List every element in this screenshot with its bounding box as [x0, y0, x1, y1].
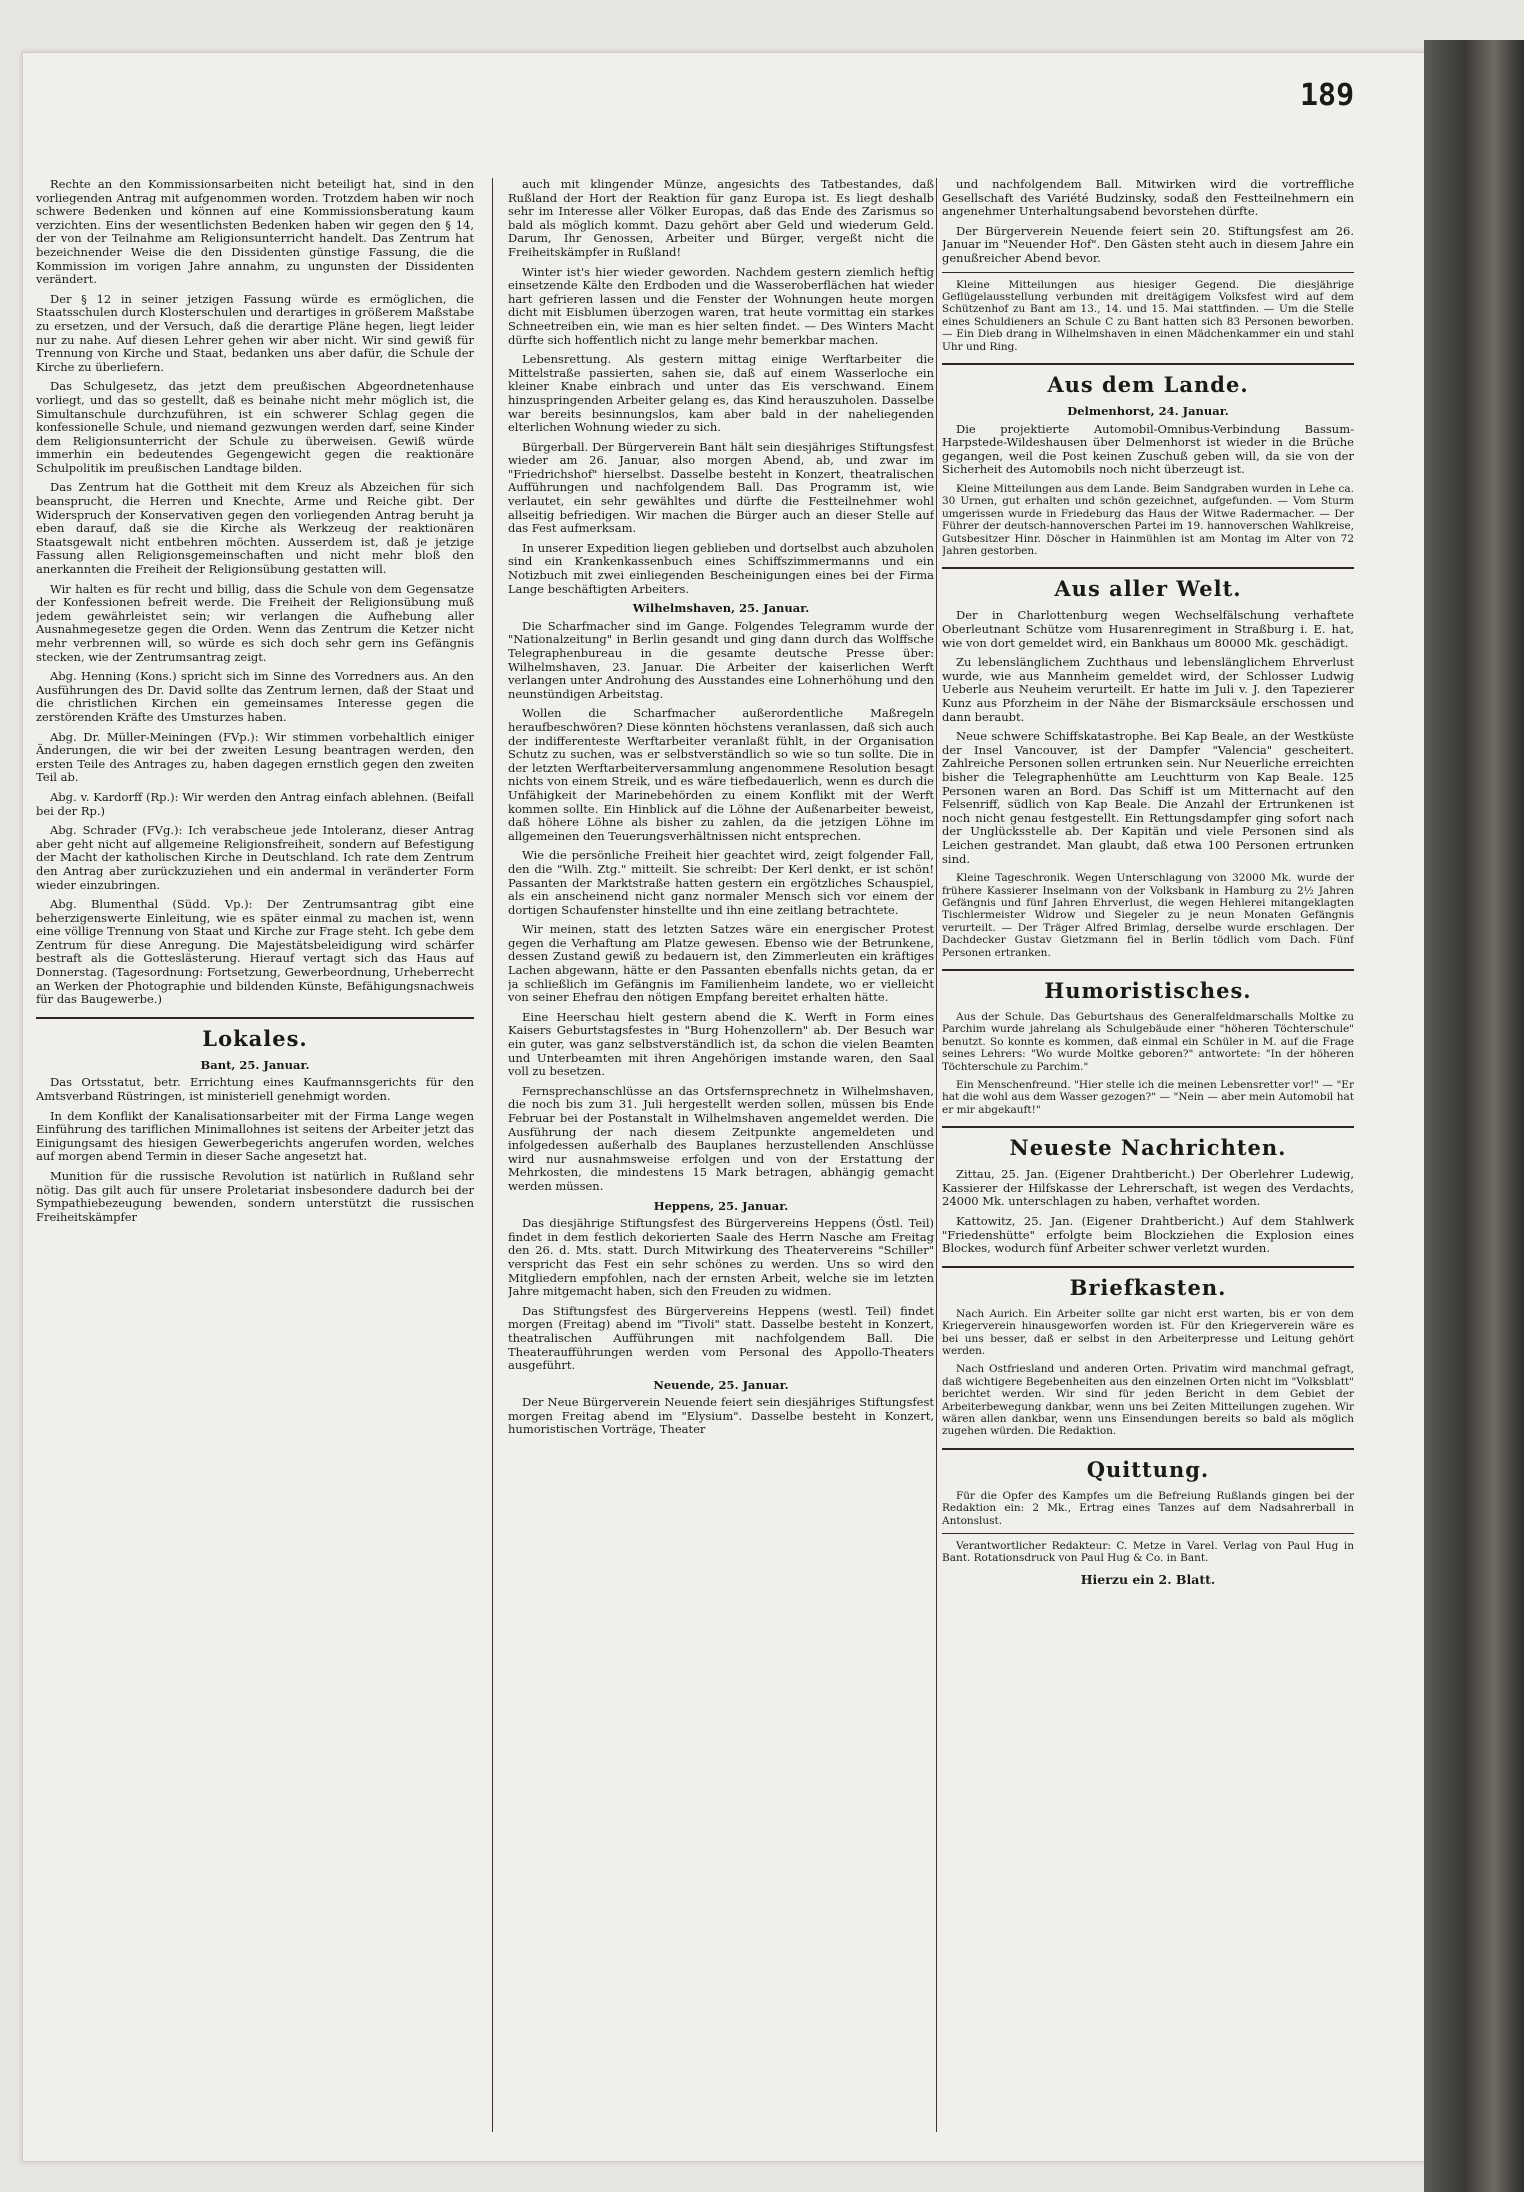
article-paragraph: Eine Heerschau hielt gestern abend die K. Werft in Form eines Kaisers Geburtstagsfestes in "Burg Hohenzollern" ab. Der Besuch war ein guter, was ganz selbstverständlich ist, da schon die vielen Beamten und Unterbeamten mit ihren Angehörigen imstande waren, den Saal voll zu besetzen.: [508, 1009, 934, 1079]
article-paragraph: Das diesjährige Stiftungsfest des Bürgervereins Heppens (Östl. Teil) findet in dem festlich dekorierten Saale des Herrn Nasche am Freitag den 26. d. Mts. statt. Durch Mitwirkung des Theatervereins "Schiller" verspricht das Fest ein sehr schönes zu werden. Uns so wird den Mitgliedern empfohlen, nach der ernsten Arbeit, welche sie im letzten Jahre mitgemacht haben, sich den Freuden zu widmen.: [508, 1216, 934, 1299]
imprint: Verantwortlicher Redakteur: C. Metze in Varel. Verlag von Paul Hug in Bant. Rotationsdruck von Paul Hug & Co. in Bant.: [942, 1540, 1354, 1565]
article-paragraph: Die Scharfmacher sind im Gange. Folgendes Telegramm wurde der "Nationalzeitung" in Berlin gesandt und ging dann durch das Wolffsche Telegraphenbureau in die gesamte deutsche Presse über: Wilhelmshaven, 23. Januar. Die Arbeiter der kaiserlichen Werft verlangen unter Androhung des Ausstandes eine Lohnerhöhung und den neunstündigen Arbeitstag.: [508, 618, 934, 701]
book-binding: [1424, 40, 1524, 2192]
column-3: [942, 178, 1354, 2132]
article-paragraph: Bürgerball. Der Bürgerverein Bant hält sein diesjähriges Stiftungsfest wieder am 26. Januar, also morgen Abend, ab, und zwar im "Friedrichshof" hierselbst. Dasselbe besteht in Konzert, theatralischen Aufführungen und nachfolgendem Ball. Das Programm ist, wie verlautet, ein sehr gewähltes und dürfte die Festteilnehmer wohl allseitig befriedigen. Wir machen die Bürger auch an dieser Stelle auf das Fest aufmerksam.: [508, 439, 934, 536]
article-paragraph: Kleine Tageschronik. Wegen Unterschlagung von 32000 Mk. wurde der frühere Kassierer Inselmann von der Volksbank in Hamburg zu 2½ Jahren Gefängnis und fünf Jahren Ehrverlust, die wegen Hehlerei mitangeklagten Tischlermeister Widrow und Siegeler zu je neun Monaten Gefängnis verurteilt. — Der Träger Alfred Brimlag, derselbe wurde erschlagen. Der Dachdecker Gustav Gietzmann fiel in Berlin tödlich vom Dach. Fünf Personen ertranken.: [942, 872, 1354, 959]
article-paragraph: Das Stiftungsfest des Bürgervereins Heppens (westl. Teil) findet morgen (Freitag) abend im "Tivoli" statt. Dasselbe besteht in Konzert, theatralischen Aufführungen mit nachfolgendem Ball. Die Theateraufführungen werden vom Personal des Appollo-Theaters ausgeführt.: [508, 1303, 934, 1373]
article-paragraph: auch mit klingender Münze, angesichts des Tatbestandes, daß Rußland der Hort der Reaktion für ganz Europa ist. Es liegt deshalb sehr im Interesse aller Völker Europas, daß das Ende des Zarismus so bald als möglich kommt. Dazu gehört aber Geld und wiederum Geld. Darum, Ihr Genossen, Arbeiter und Bürger, vergeßt nicht die Freiheitskämpfer in Rußland!: [508, 178, 934, 259]
article-paragraph: Zu lebenslänglichem Zuchthaus und lebenslänglichem Ehrverlust wurde, wie aus Mannheim gemeldet wird, der Schlosser Ludwig Ueberle aus Neuheim verurteilt. Er hatte im Juli v. J. den Tapezierer Kunz aus Pforzheim in der Nähe der Bismarcksäule erschossen und dann beraubt.: [942, 655, 1354, 724]
article-paragraph: Nach Aurich. Ein Arbeiter sollte gar nicht erst warten, bis er von dem Kriegerverein hinausgeworfen worden ist. Für den Kriegerverein wäre es bei uns besser, daß er selbst in den Arbeiterpresse und Leitung gehört werden.: [942, 1307, 1354, 1357]
article-paragraph: Winter ist's hier wieder geworden. Nachdem gestern ziemlich heftig einsetzende Kälte den Erdboden und die Wasseroberflächen hat wieder hart gefrieren lassen und die Fenster der Wohnungen heute morgen dicht mit Eisblumen überzogen waren, trat heute vormittag ein starkes Schneetreiben ein, wie man es hier selten findet. — Des Winters Macht dürfte sich hoffentlich nicht zu lange mehr bemerkbar machen.: [508, 264, 934, 347]
article-paragraph: Nach Ostfriesland und anderen Orten. Privatim wird manchmal gefragt, daß wichtigere Begebenheiten aus den einzelnen Orten nicht im "Volksblatt" berichtet werden. Wir sind für jeden Bericht in dem Gebiet der Arbeiterbewegung dankbar, wenn uns bei Zeiten Mitteilungen zugehen. Wir wären allen dankbar, wenn uns Einsendungen bereits so bald als möglich zugehen würden. Die Redaktion.: [942, 1363, 1354, 1438]
article-paragraph: Neue schwere Schiffskatastrophe. Bei Kap Beale, an der Westküste der Insel Vancouver, ist der Dampfer "Valencia" gescheitert. Zahlreiche Personen sollen ertrunken sein. Nur Neuerliche erreichten bisher die Telegraphenhütte am Leuchtturm von Kap Beale. 125 Personen waren an Bord. Das Schiff ist um Mitternacht auf den Felsenriff, südlich von Kap Beale. Die Anzahl der Ertrunkenen ist noch nicht genau festgestellt. Ein Rettungsdampfer ging sofort nach der Unglücksstelle ab. Der Kapitän und viele Personen sind als Leichen gestrandet. Man glaubt, daß etwa 100 Personen ertrunken sind.: [942, 729, 1354, 866]
column-rule: [492, 178, 493, 2132]
article-paragraph: Kattowitz, 25. Jan. (Eigener Drahtbericht.) Auf dem Stahlwerk "Friedenshütte" erfolgte beim Blockziehen die Explosion eines Blockes, wodurch fünf Arbeiter schwer verletzt wurden.: [942, 1213, 1354, 1256]
article-paragraph: Wir halten es für recht und billig, dass die Schule von dem Gegensatze der Konfessionen befreit werde. Die Freiheit der Religionsübung muß jedem gewährleistet sein; wir verlangen die Aufhebung aller Ausnahmegesetze gegen die Orden. Wenn das Zentrum die Ketzer nicht mehr verbrennen will, so würde es sich doch sehr gern ins Gefängnis stecken, wie der Zentrumsantrag zeigt.: [36, 581, 474, 664]
section-heading-briefkasten: Briefkasten.: [942, 1266, 1354, 1302]
article-paragraph: Die projektierte Automobil-Omnibus-Verbindung Bassum-Harpstede-Wildeshausen über Delmenhorst ist wieder in die Brüche gegangen, weil die Post keinen Zuschuß geben will, da sie von der Sicherheit des Automobils noch nicht überzeugt ist.: [942, 421, 1354, 477]
article-paragraph: Abg. Schrader (FVg.): Ich verabscheue jede Intoleranz, dieser Antrag aber geht nicht auf allgemeine Religionsfreiheit, sondern auf Befestigung der Macht der katholischen Kirche in Deutschland. Ich rate dem Zentrum den Antrag aber zurückzuziehen und ein andermal in veränderter Form wieder einzubringen.: [36, 823, 474, 892]
article-paragraph: Kleine Mitteilungen aus hiesiger Gegend. Die diesjährige Geflügelausstellung verbunden mit dreitägigem Volksfest wird auf dem Schützenhof zu Bant am 13., 14. und 15. Mai stattfinden. — Um die Stelle eines Schuldieners an Schule C zu Bant hatten sich 83 Personen beworben. — Ein Dieb drang in Wilhelmshaven in einen Mädchenkammer ein und stahl Uhr und Ring.: [942, 278, 1354, 353]
article-paragraph: Wie die persönliche Freiheit hier geachtet wird, zeigt folgender Fall, den die "Wilh. Ztg." mitteilt. Sie schreibt: Der Kerl denkt, er ist schön! Passanten der Marktstraße hatten gestern ein ergötzliches Schauspiel, als ein anscheinend nicht ganz normaler Mensch sich vor einem der dortigen Schaufenster hinstellte und ihn eine zeitlang betrachtete.: [508, 848, 934, 917]
column-1: [36, 178, 474, 2132]
section-heading-lande: Aus dem Lande.: [942, 363, 1354, 399]
page-number: 189: [1300, 78, 1355, 113]
divider: [942, 1533, 1354, 1534]
article-paragraph: Das Ortsstatut, betr. Errichtung eines Kaufmannsgerichts für den Amtsverband Rüstringen, ist ministeriell genehmigt worden.: [36, 1075, 474, 1104]
section-heading-welt: Aus aller Welt.: [942, 567, 1354, 603]
article-paragraph: Das Zentrum hat die Gottheit mit dem Kreuz als Abzeichen für sich beansprucht, die Herren und Knechte, Arme und Reiche gibt. Der Widerspruch der Konservativen gegen den vorliegenden Antrag beruht ja eben darauf, daß sie die Kirche als Werkzeug der reaktionären Staatsgewalt nicht entbehren möchten. Ausserdem ist, daß je jetzige Fassung allen Religionsgemeinschaften und nicht mehr bloß den anerkannten die Freiheit der Religionsübung gestatten will.: [36, 480, 474, 577]
article-paragraph: Rechte an den Kommissionsarbeiten nicht beteiligt hat, sind in den vorliegenden Antrag mit aufgenommen worden. Trotzdem haben wir noch schwere Bedenken und können auf eine Kommissionsberatung kaum verzichten. Eins der wesentlichsten Bedenken haben wir gegen den § 14, der von der Teilnahme am Religionsunterricht handelt. Das Zentrum hat bezeichnender Weise die den Dissidenten günstige Fassung, die die Kommission im vorigen Jahre annahm, zu ungunsten der Dissidenten verändert.: [36, 178, 474, 287]
article-paragraph: Wollen die Scharfmacher außerordentliche Maßregeln heraufbeschwören? Diese könnten höchstens veranlassen, daß sich auch der indifferenteste Werftarbeiter veranlaßt fühlt, in der Organisation Schutz zu suchen, was er selbstverständlich so wie so tun sollte. Die in der letzten Werftarbeiterversammlung angenommene Resolution besagt nichts von einem Streik, und es wäre tiefbedauerlich, wenn es durch die Unfähigkeit der Marinebehörden zu einem Konflikt mit der Werft kommen sollte. Ein Hinblick auf die Löhne der Außenarbeiter beweist, daß höhere Löhne als bisher zu zahlen, da die jetzigen Löhne im allgemeinen den Teuerungsverhältnissen nicht entsprechen.: [508, 706, 934, 843]
article-paragraph: In unserer Expedition liegen geblieben und dortselbst auch abzuholen sind ein Krankenkassenbuch eines Schiffszimmermanns und ein Notizbuch mit zwei einliegenden Bescheinigungen eines bei der Firma Lange beschäftigten Arbeiters.: [508, 540, 934, 596]
dateline: Heppens, 25. Januar.: [653, 1198, 789, 1213]
article-paragraph: Zittau, 25. Jan. (Eigener Drahtbericht.) Der Oberlehrer Ludewig, Kassierer der Hilfskasse der Lehrerschaft, ist wegen des Verdachts, 24000 Mk. unterschlagen zu haben, verhaftet worden.: [942, 1167, 1354, 1209]
dateline: Delmenhorst, 24. Januar.: [1067, 404, 1229, 418]
article-paragraph: Abg. Blumenthal (Südd. Vp.): Der Zentrumsantrag gibt eine beherzigenswerte Einleitung, wie es später einmal zu machen ist, wenn eine völlige Trennung von Staat und Kirche zur Frage steht. Ich gebe dem Zentrum für diese Anregung. Die Majestätsbeleidigung wird schärfer bestraft als die Gotteslästerung. Hierauf vertagt sich das Haus auf Donnerstag. (Tagesordnung: Fortsetzung, Gewerbeordnung, Urheberrecht an Werken der Photographie und bildenden Künste, Befähigungsnachweis für das Baugewerbe.): [36, 897, 474, 1007]
article-paragraph: Munition für die russische Revolution ist natürlich in Rußland sehr nötig. Das gilt auch für unsere Proletariat insbesondere dadurch bei der Sympathiebezeugung bewenden, sondern unterstützt die russischen Freiheitskämpfer: [36, 1169, 474, 1224]
article-paragraph: Der § 12 in seiner jetzigen Fassung würde es ermöglichen, die Staatsschulen durch Klosterschulen und derartiges in größerem Maßstabe zu ersetzen, und der Versuch, daß die derartige Pläne hegen, liegt leider nur zu nahe. Auf diesen Lehrer gehen wir aber nicht. Wir sind gewiß für Trennung von Kirche und Staat, bedanken uns aber dafür, die Schule der Kirche zu überliefern.: [36, 291, 474, 374]
dateline: Neuende, 25. Januar.: [653, 1377, 789, 1392]
article-paragraph: Kleine Mitteilungen aus dem Lande. Beim Sandgraben wurden in Lehe ca. 30 Urnen, gut erhalten und schön gezeichnet, aufgefunden. — Vom Sturm umgerissen wurde in Friedeburg das Haus der Witwe Radermacher. — Der Führer der deutsch-hannoverschen Partei im 19. hannoverschen Wahlkreise, Gutsbesitzer Hinr. Döscher in Hainmühlen ist am Montag im Alter von 72 Jahren gestorben.: [942, 482, 1354, 557]
article-paragraph: Abg. Henning (Kons.) spricht sich im Sinne des Vorredners aus. An den Ausführungen des Dr. David sollte das Zentrum lernen, daß der Staat und die christlichen Kirchen ein gemeinsames Interesse gegen die zerstörenden Kräfte des Umsturzes haben.: [36, 669, 474, 724]
article-paragraph: Der Neue Bürgerverein Neuende feiert sein diesjähriges Stiftungsfest morgen Freitag abend im "Elysium". Dasselbe besteht in Konzert, humoristischen Vorträge, Theater: [508, 1395, 934, 1437]
dateline: Wilhelmshaven, 25. Januar.: [632, 601, 810, 616]
supplement-note: Hierzu ein 2. Blatt.: [1080, 1571, 1216, 1587]
article-paragraph: Abg. v. Kardorff (Rp.): Wir werden den Antrag einfach ablehnen. (Beifall bei der Rp.): [36, 789, 474, 818]
article-paragraph: Aus der Schule. Das Geburtshaus des Generalfeldmarschalls Moltke zu Parchim wurde jahrelang als Schulgebäude einer "höheren Töchterschule" benutzt. So konnte es kommen, daß einmal ein Schüler in M. auf die Frage seines Lehrers: "Wo wurde Moltke geboren?" antwortete: "In der höheren Töchterschule zu Parchim.": [942, 1010, 1354, 1073]
article-paragraph: Lebensrettung. Als gestern mittag einige Werftarbeiter die Mittelstraße passierten, sahen sie, daß auf einem Wasserloche ein kleiner Knabe einbrach und unter das Eis verschwand. Einem hinzuspringenden Arbeiter gelang es, das Kind herauszuholen. Dasselbe war bereits besinnungslos, kam aber bald in der naheliegenden elterlichen Wohnung wieder zu sich.: [508, 352, 934, 435]
column-rule: [936, 178, 937, 2132]
article-paragraph: Fernsprechanschlüsse an das Ortsfernsprechnetz in Wilhelmshaven, die noch bis zum 31. Juli hergestellt werden sollen, müssen bis Ende Februar bei der Postanstalt in Wilhelmshaven angemeldet werden. Die Ausführung der nach diesem Zeitpunkte angemeldeten und infolgedessen außerhalb des Bauplanes herzustellenden Anschlüsse wird nur ausnahmsweise erfolgen und von der Erstattung der Mehrkosten, die mindestens 15 Mark betragen, abhängig gemacht werden müssen.: [508, 1083, 934, 1193]
article-paragraph: Wir meinen, statt des letzten Satzes wäre ein energischer Protest gegen die Verhaftung am Platze gewesen. Ebenso wie der Betrunkene, dessen Zustand gewiß zu bedauern ist, den Zimmerleuten ein kräftiges Lachen abgewann, hätte er den Passanten ebenfalls nichts getan, da er ja schließlich im Gefängnis im Familienheim landete, wo er vielleicht von seiner Ehefrau den nötigen Empfang bereitet erhalten hätte.: [508, 922, 934, 1005]
article-paragraph: Ein Menschenfreund. "Hier stelle ich die meinen Lebensretter vor!" — "Er hat die wohl aus dem Wasser gezogen?" — "Nein — aber mein Automobil hat er mir abgekauft!": [942, 1078, 1354, 1116]
article-paragraph: Für die Opfer des Kampfes um die Befreiung Rußlands gingen bei der Redaktion ein: 2 Mk., Ertrag eines Tanzes auf dem Nadsahrerball in Antonslust.: [942, 1489, 1354, 1527]
column-2: [508, 178, 934, 2132]
article-paragraph: Der in Charlottenburg wegen Wechselfälschung verhaftete Oberleutnant Schütze vom Husarenregiment in Straßburg i. E. hat, wie von dort gemeldet wird, ein Bankhaus um 80000 Mk. geschädigt.: [942, 608, 1354, 650]
article-paragraph: Der Bürgerverein Neuende feiert sein 20. Stiftungsfest am 26. Januar im "Neuender Hof". Den Gästen steht auch in diesem Jahre ein genußreicher Abend bevor.: [942, 223, 1354, 265]
article-paragraph: Abg. Dr. Müller-Meiningen (FVp.): Wir stimmen vorbehaltlich einiger Änderungen, die wir bei der zweiten Lesung beantragen werden, den ersten Teile des Antrages zu, haben dagegen ernstlich gegen den zweiten Teil ab.: [36, 729, 474, 785]
article-paragraph: In dem Konflikt der Kanalisationsarbeiter mit der Firma Lange wegen Einführung des tariflichen Minimallohnes ist seitens der Arbeiter jetzt das Einigungsamt des hiesigen Gewerbegerichts angerufen worden, welches auf morgen abend Termin in dieser Sache angesetzt hat.: [36, 1108, 474, 1164]
section-heading-humor: Humoristisches.: [942, 969, 1354, 1005]
article-paragraph: und nachfolgendem Ball. Mitwirken wird die vortreffliche Gesellschaft des Variété Budzinsky, sodaß den Festteilnehmern ein angenehmer Unterhaltungsabend bevorstehen dürfte.: [942, 178, 1354, 219]
section-heading-quittung: Quittung.: [942, 1448, 1354, 1484]
section-heading-lokales: Lokales.: [36, 1017, 474, 1053]
article-paragraph: Das Schulgesetz, das jetzt dem preußischen Abgeordnetenhause vorliegt, und das so gestellt, daß es beinahe nicht mehr möglich ist, die Simultanschule durchzuführen, ist ein schwerer Schlag gegen die konfessionelle Schule, und niemand gezwungen werden darf, seine Kinder dem Religionsunterricht der Schule zu überweisen. Gewiß würde immerhin ein bedeutendes Gegengewicht gegen die reaktionäre Schulpolitik im preußischen Landtage bilden.: [36, 379, 474, 475]
dateline: Bant, 25. Januar.: [200, 1057, 310, 1072]
section-heading-neueste: Neueste Nachrichten.: [942, 1126, 1354, 1162]
divider: [942, 272, 1354, 273]
